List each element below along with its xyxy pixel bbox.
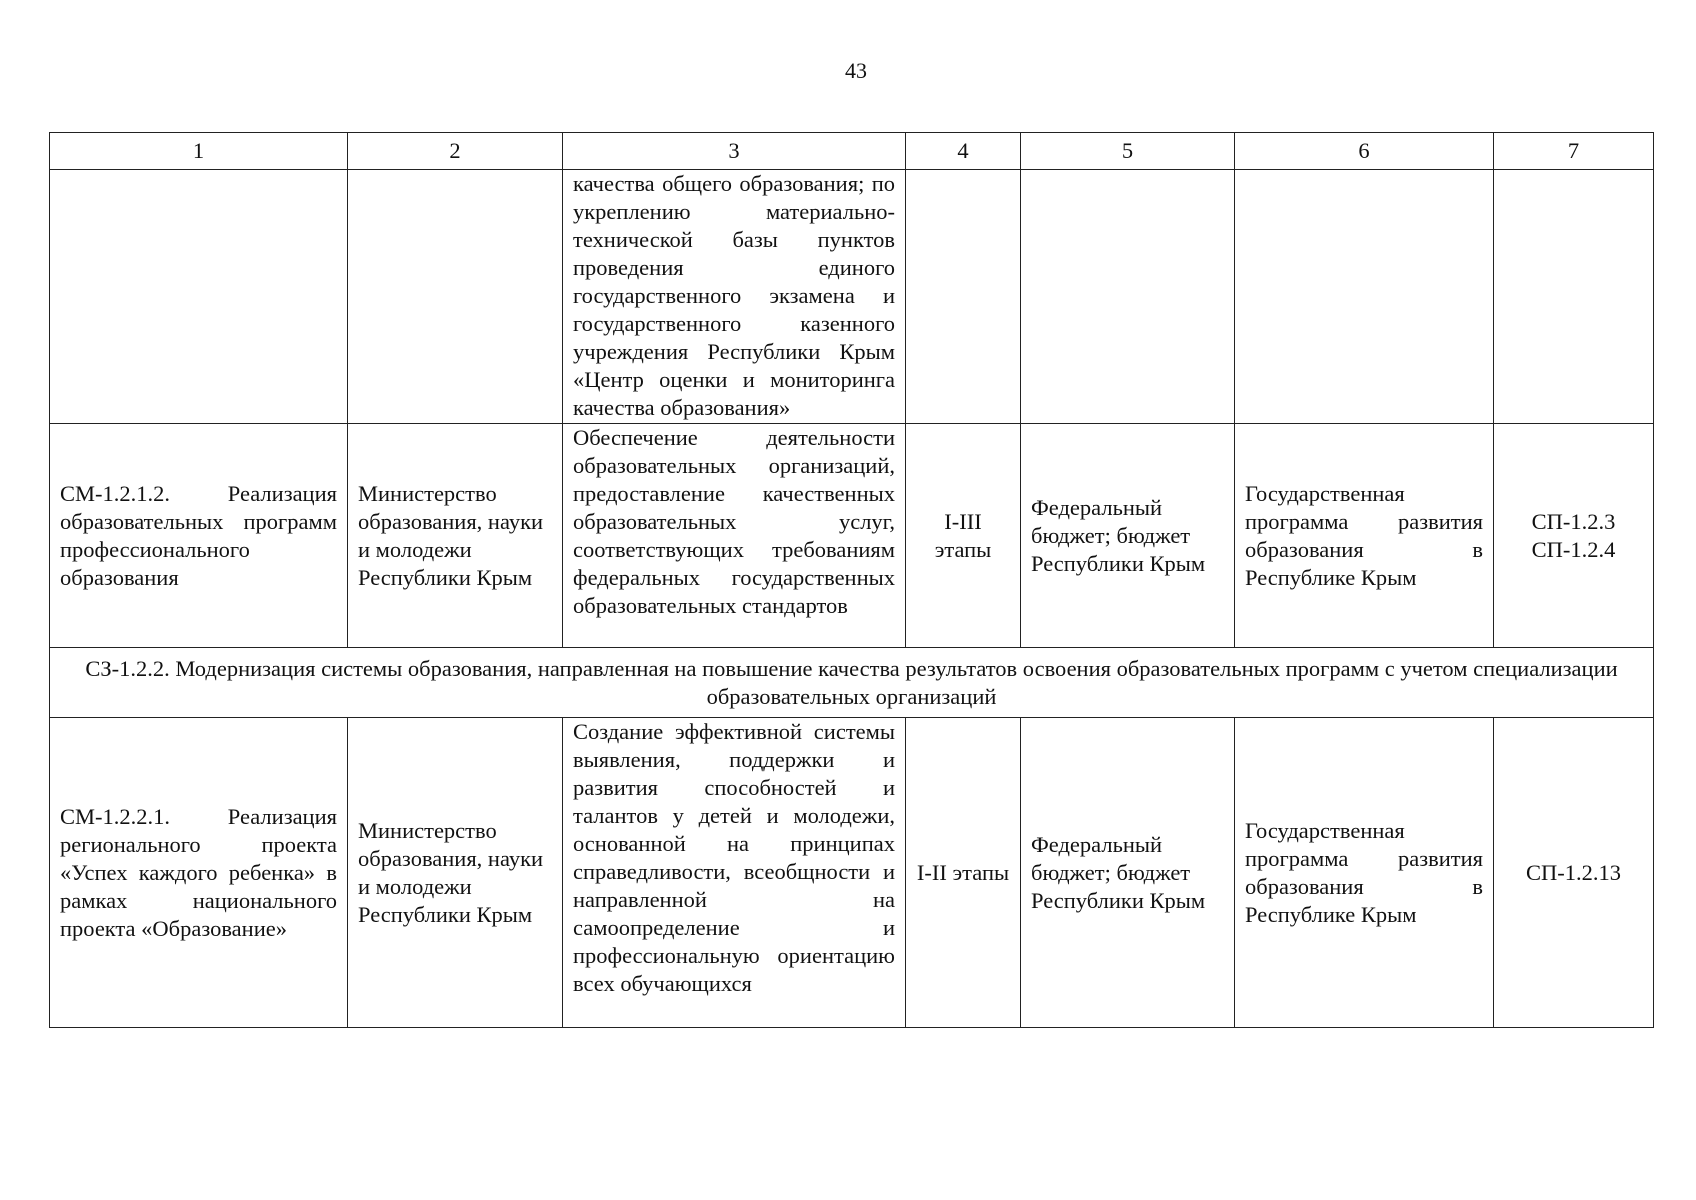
executor-cell <box>348 170 563 424</box>
funding-cell: Федеральный бюджет; бюджет Республики Крым <box>1021 424 1235 648</box>
executor-cell: Министерство образования, науки и молодежи Республики Крым <box>348 424 563 648</box>
content-cell: Обеспечение деятельности образовательных организаций, предоставление качественных образовательных услуг, соответствующих требованиям федеральных государственных образовательных стандартов <box>563 424 906 648</box>
content-cell: Создание эффективной системы выявления, поддержки и развития способностей и талантов у детей и молодежи, основанной на принципах справедливости, всеобщности и направленной на самоопределение и профессиональную ориентацию всех обучающихся <box>563 718 906 1028</box>
period-cell: I-III этапы <box>906 424 1021 648</box>
indicators-cell: СП-1.2.13 <box>1494 718 1654 1028</box>
indicators-cell: СП-1.2.3 СП-1.2.4 <box>1494 424 1654 648</box>
column-header: 3 <box>563 133 906 170</box>
measures-table <box>49 132 1654 1028</box>
section-heading: СЗ-1.2.2. Модернизация системы образования, направленная на повышение качества результатов освоения образовательных программ с учетом специализации образовательных организаций <box>50 648 1654 718</box>
measure-cell: СМ-1.2.1.2. Реализация образовательных программ профессионального образования <box>50 424 348 648</box>
executor-cell: Министерство образования, науки и молодежи Республики Крым <box>348 718 563 1028</box>
column-header: 4 <box>906 133 1021 170</box>
measure-cell <box>50 170 348 424</box>
funding-cell <box>1021 170 1235 424</box>
measure-cell: СМ-1.2.2.1. Реализация регионального проекта «Успех каждого ребенка» в рамках национального проекта «Образование» <box>50 718 348 1028</box>
content-cell: качества общего образования; по укреплению материально-технической базы пунктов проведения единого государственного экзамена и государственного казенного учреждения Республики Крым «Центр оценки и мониторинга качества образования» <box>563 170 906 424</box>
page-number: 43 <box>845 58 867 83</box>
indicators-cell <box>1494 170 1654 424</box>
column-header: 2 <box>348 133 563 170</box>
table-row <box>50 718 1654 1028</box>
section-row <box>50 648 1654 718</box>
funding-cell: Федеральный бюджет; бюджет Республики Крым <box>1021 718 1235 1028</box>
column-header: 6 <box>1235 133 1494 170</box>
column-header: 7 <box>1494 133 1654 170</box>
column-header: 5 <box>1021 133 1235 170</box>
column-header: 1 <box>50 133 348 170</box>
table-row <box>50 170 1654 424</box>
table-row <box>50 424 1654 648</box>
program-cell: Государственная программа развития образования в Республике Крым <box>1235 424 1494 648</box>
program-cell <box>1235 170 1494 424</box>
program-cell: Государственная программа развития образования в Республике Крым <box>1235 718 1494 1028</box>
table-header-row <box>50 133 1654 170</box>
period-cell <box>906 170 1021 424</box>
period-cell: I-II этапы <box>906 718 1021 1028</box>
